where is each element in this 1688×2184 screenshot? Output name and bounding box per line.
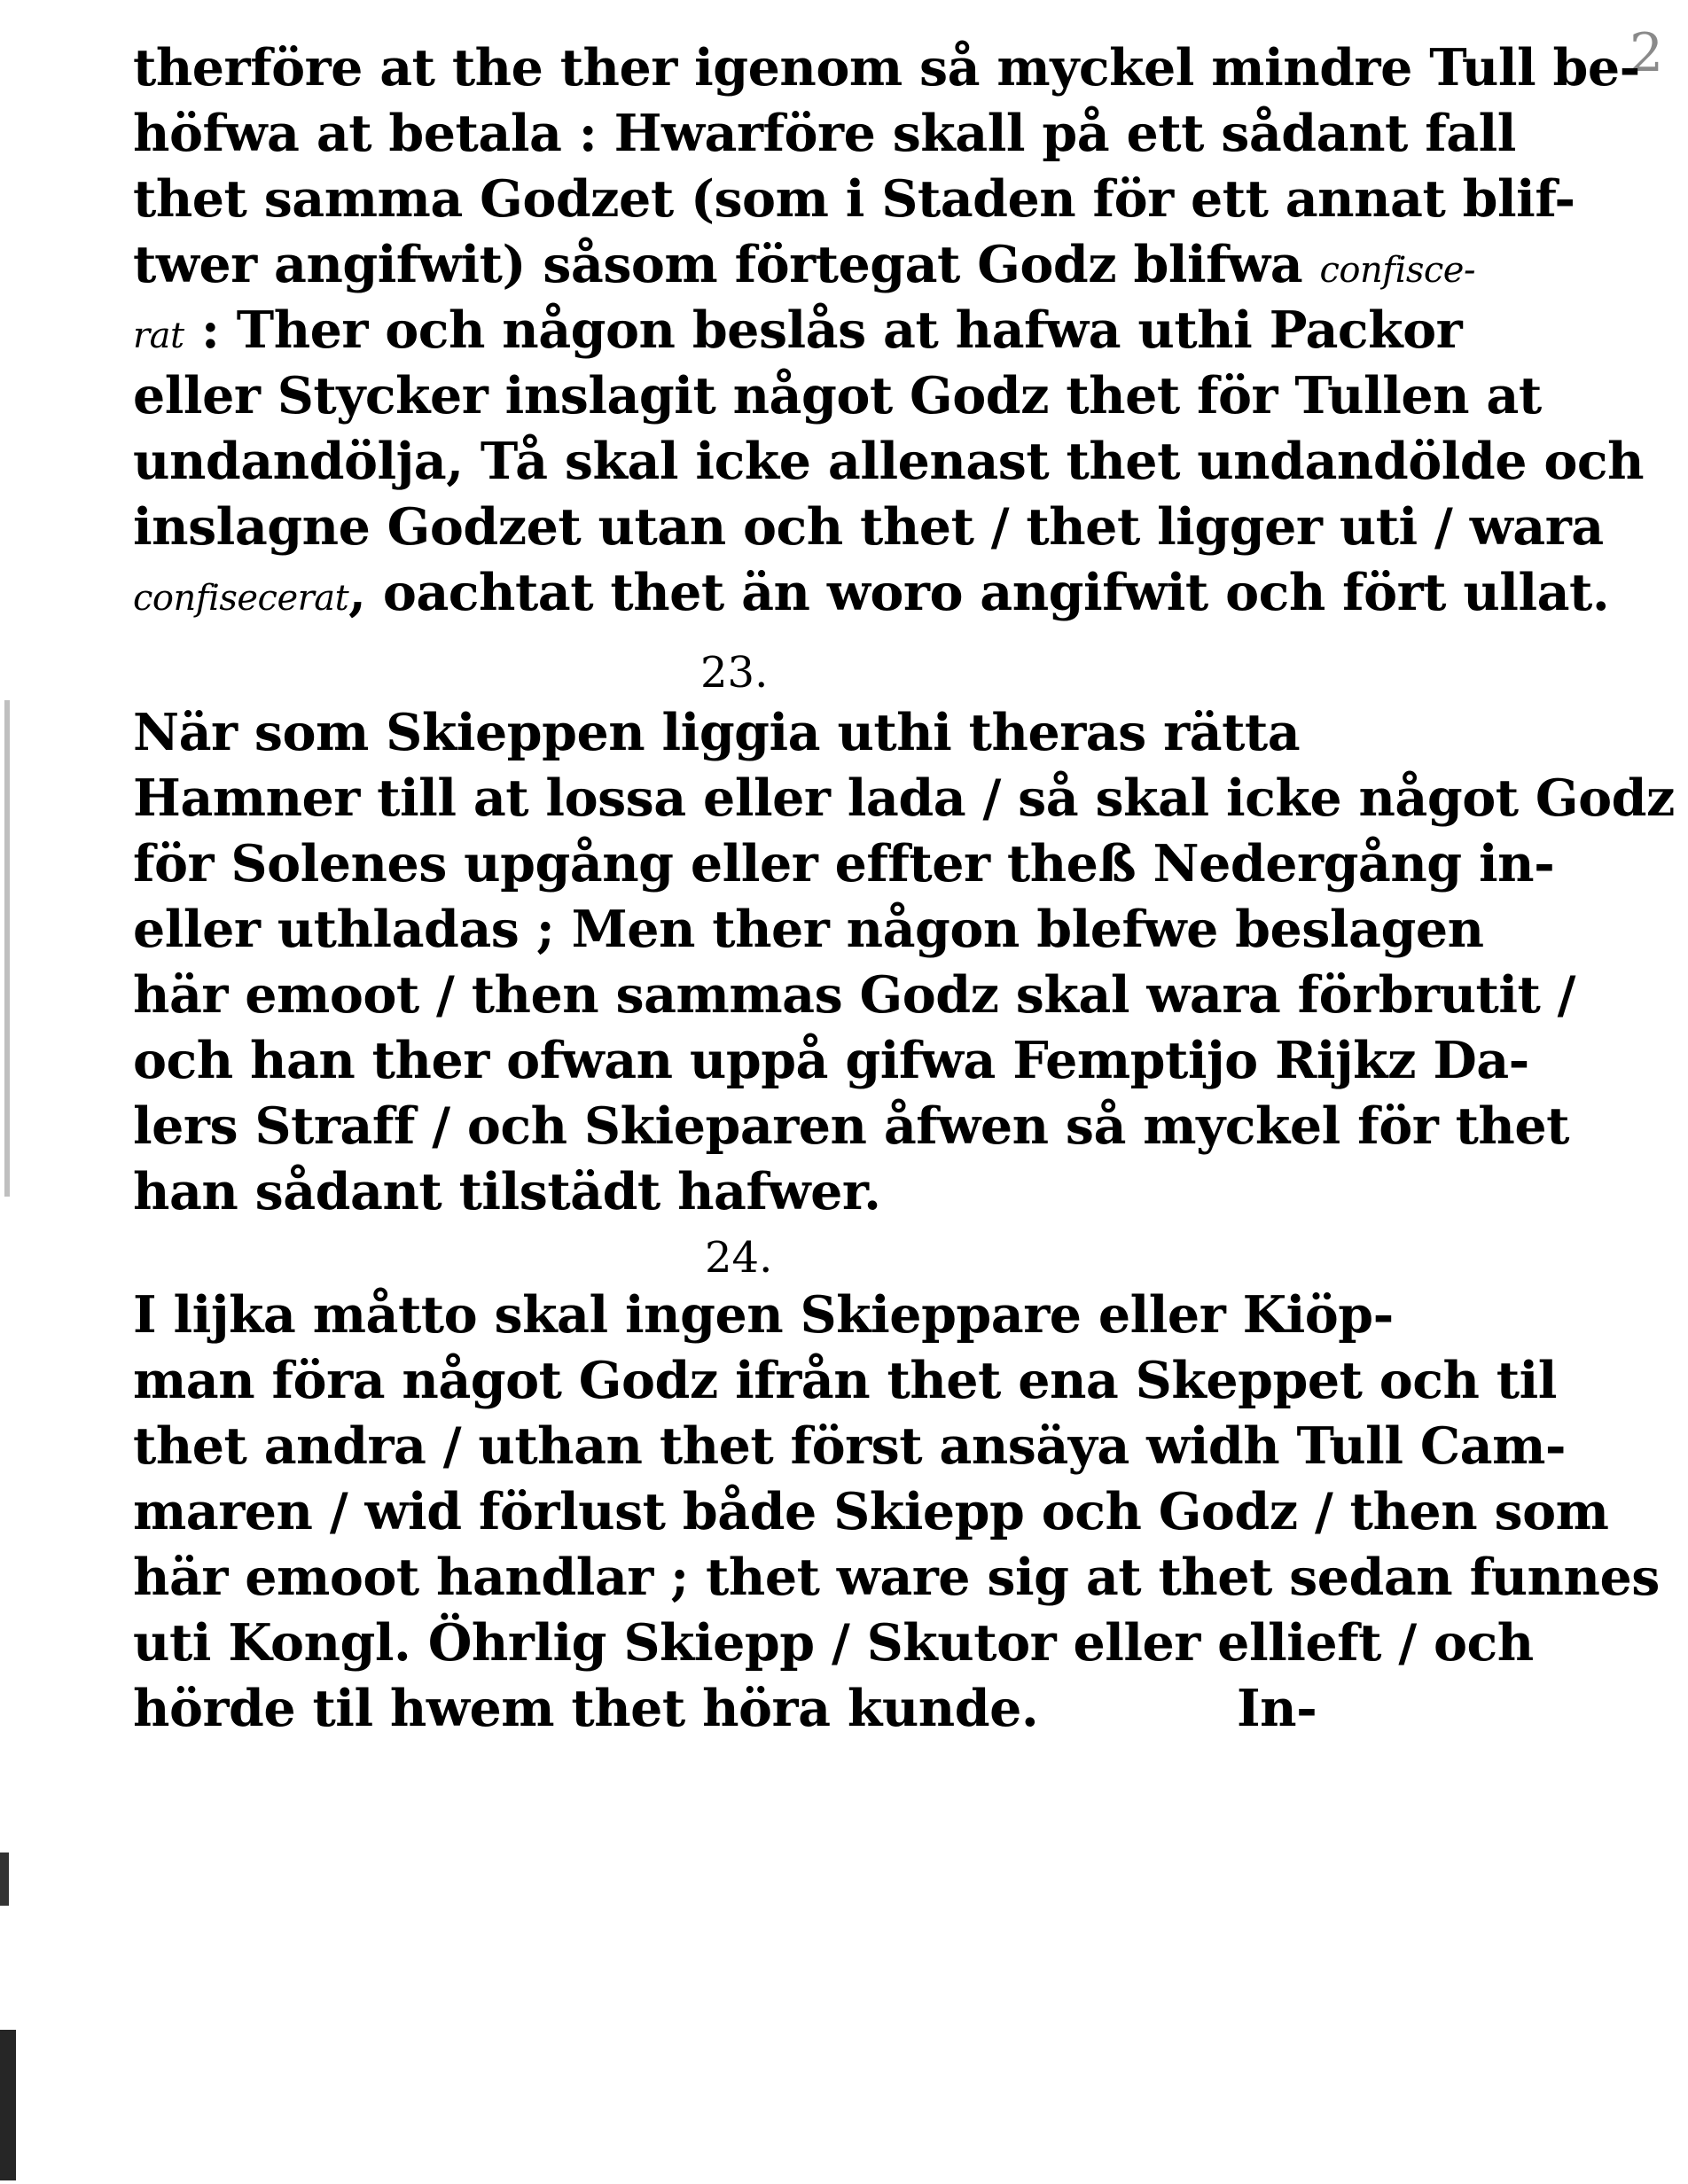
paragraph-1-line [133,563,1610,633]
section-23-line: här emoot / then sammas Godz skal wara förbrutit / [133,965,1575,1025]
section-23-line: för Solenes upgång eller effter theß Nedergång in- [133,834,1555,893]
section-23-line: När som Skieppen liggia uthi theras rätta [133,703,1301,762]
section-24-line: maren / wid förlust både Skiepp och Godz / then som [133,1482,1609,1541]
section-23-line: Hamner till at lossa eller lada / så skal icke något Godz [133,768,1675,828]
section-23-text [133,703,1675,1232]
paragraph-1-line: inslagne Godzet utan och thet / thet ligger uti / wara [133,497,1604,557]
paragraph-1-line: undandölja, Tå skal icke allenast thet undandölde och [133,432,1645,491]
binding-edge-mark [0,1852,9,1906]
text-run: twer angifwit) såsom förtegat Godz blifwa [133,235,1320,294]
paragraph-1-line: thet samma Godzet (som i Staden för ett annat blif- [133,169,1575,229]
section-number-23: 23. [700,648,769,698]
binding-edge-mark [4,700,10,1197]
paragraph-continuation [133,38,1645,633]
section-23-line: lers Straff / och Skieparen åfwen så myckel för thet [133,1096,1569,1156]
latin-italic-word: confisecerat [133,578,349,619]
section-number-24: 24. [705,1233,773,1283]
paragraph-1-line [133,300,1463,370]
section-23-line: han sådant tilstädt hafwer. [133,1162,881,1221]
latin-italic-word: rat [133,316,184,356]
catchword: In- [1237,1679,1317,1738]
section-24-line: här emoot handlar ; thet ware sig at thet sedan funnes [133,1548,1660,1607]
text-run: , oachtat thet än woro angifwit och fört ullat. [348,563,1610,622]
section-23-line: eller uthladas ; Men ther någon blefwe beslagen [133,900,1484,959]
section-24-line: uti Kongl. Öhrlig Skiepp / Skutor eller ellieft / och [133,1613,1534,1673]
section-24-line: hörde til hwem thet höra kunde. In- [133,1679,1317,1738]
section-24-line: I lijka måtto skal ingen Skieppare eller Kiöp- [133,1285,1394,1345]
section-23-line: och han ther ofwan uppå gifwa Femptijo Rijkz Da- [133,1031,1529,1090]
paragraph-1-line: therföre at the ther igenom så myckel mindre Tull be- [133,38,1640,98]
section-24-text [133,1285,1660,1749]
paragraph-1-line [133,235,1475,305]
section-24-line: thet andra / uthan thet först ansäya widh Tull Cam- [133,1416,1567,1476]
text-run: : Ther och någon beslås at hafwa uthi Packor [184,300,1463,360]
paragraph-1-line: eller Stycker inslagit något Godz thet för Tullen at [133,366,1542,425]
latin-italic-word: confisce- [1319,250,1475,291]
page-number-mark: 2 [1629,22,1664,84]
paragraph-1-line: höfwa at betala : Hwarföre skall på ett sådant fall [133,104,1516,163]
binding-edge-mark [0,2030,16,2180]
section-24-line: man föra något Godz ifrån thet ena Skeppet och til [133,1351,1557,1410]
